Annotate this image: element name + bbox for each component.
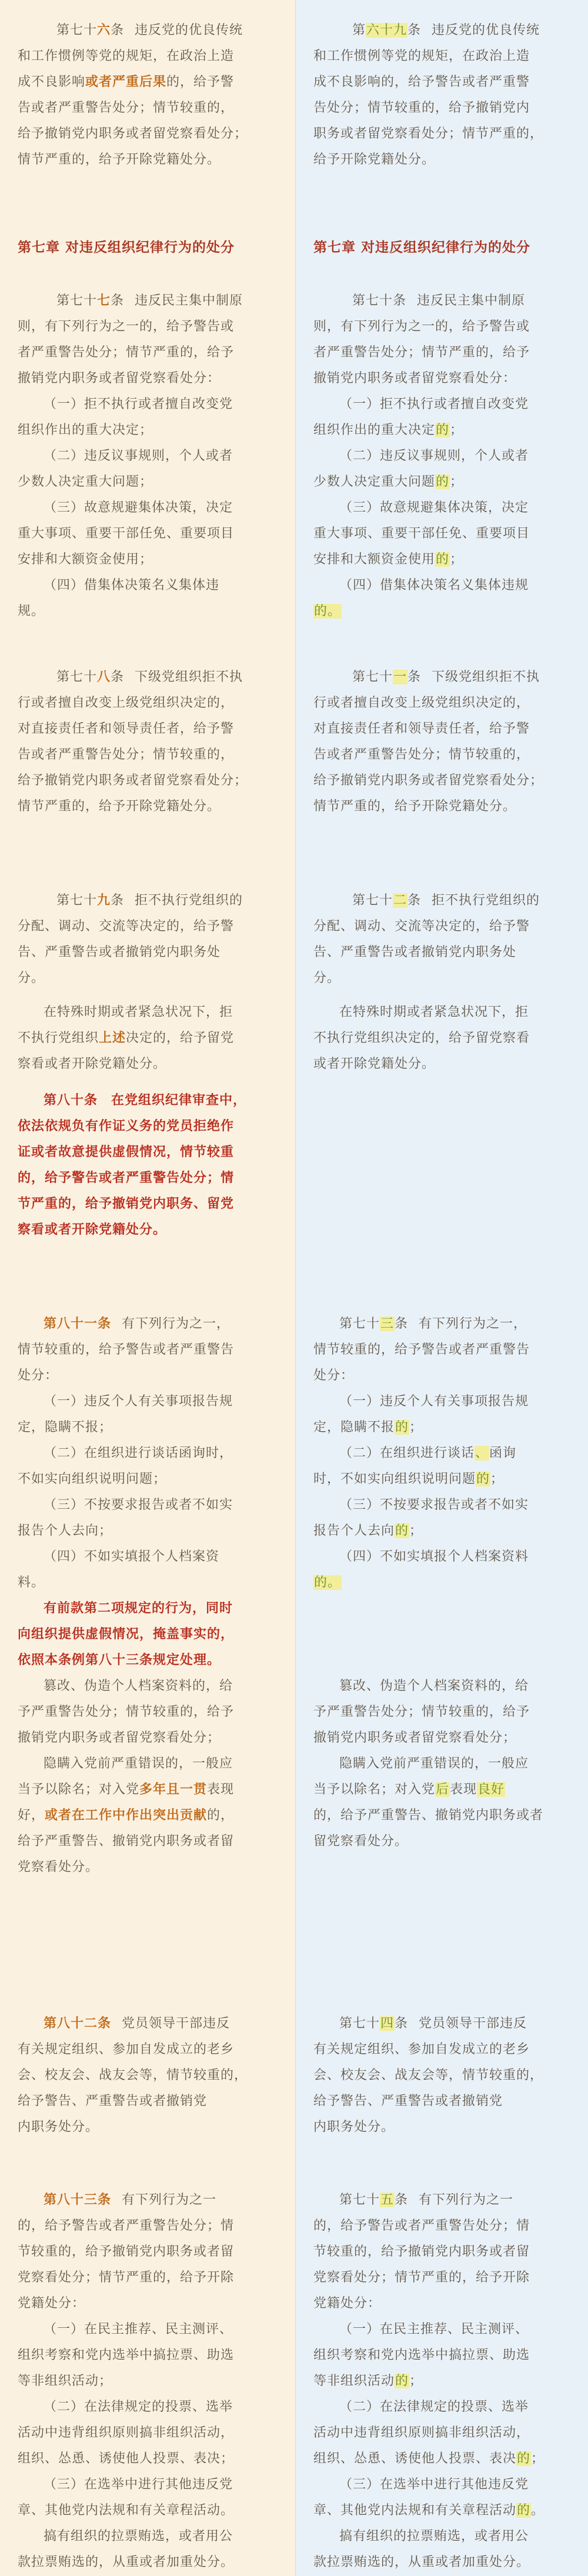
- new-version-column: [296, 0, 588, 2576]
- article-77: 第七十七条 违反民主集中制原 则，有下列行为之一的，给予警告或 者严重警告处分；情节严重的，给予 撤销党内职务或者留党察看处分： （一）拒不执行或者擅自改变党 组织作出的重大决定； （二）违反议事规则，个人或者 少数人决定重大问题； （三）故意规避集体决策，决定 重大事项、重要干部任免、重要项目 安排和大额资金使用； （四）借集体决策名义集体违 规。: [18, 293, 243, 619]
- article-83: 第八十三条 有下列行为之一 的，给予警告或者严重警告处分；情 节较重的，给予撤销党内职务或者留 党察看处分；情节严重的，给予开除 党籍处分： （一）在民主推荐、民主测评、 组织考察和党内选举中搞拉票、助选 等非组织活动； （二）在法律规定的投票、选举 活动中违背组织原则搞非组织活动， 组织、怂恿、诱使他人投票、表决； （三）在选举中进行其他违反党 章、其他党内法规和有关章程活动。 搞有组织的拉票贿选，或者用公 款拉票贿选的，从重或者加重处分。: [18, 2193, 235, 2570]
- article-73: 第七十三条 有下列行为之一， 情节较重的，给予警告或者严重警告 处分： （一）违反个人有关事项报告规 定，隐瞒不报的； （二）在组织进行谈话、函询 时，不如实向组织说明问题的； （三）不按要求报告或者不如实 报告个人去向的； （四）不如实填报个人档案资料 的。 篡改、伪造个人档案资料的，给 予严重警告处分；情节较重的，给予 撤销党内职务或者留党察看处分； 隐瞒入党前严重错误的，一般应 当予以除名；对入党后表现良好 的，给予严重警告、撤销党内职务或者 留党察看处分。: [313, 1317, 544, 1849]
- article-79: 第七十九条 拒不执行党组织的 分配、调动、交流等决定的，给予警 告、严重警告或者撤销党内职务处 分。 在特殊时期或者紧急状况下，拒 不执行党组织上述决定的，给予留党 察看或者开除党籍处分。: [18, 893, 243, 1071]
- article-76: 第七十六条 违反党的优良传统 和工作惯例等党的规矩，在政治上造 成不良影响或者严重后果的，给予警 告或者严重警告处分；情节较重的， 给予撤销党内职务或者留党察看处分； 情节严重的，给予开除党籍处分。: [18, 23, 248, 167]
- article-75: 第七十五条 有下列行为之一 的，给予警告或者严重警告处分；情 节较重的，给予撤销党内职务或者留 党察看处分；情节严重的，给予开除 党籍处分： （一）在民主推荐、民主测评、 组织考察和党内选举中搞拉票、助选 等非组织活动的； （二）在法律规定的投票、选举 活动中违背组织原则搞非组织活动， 组织、怂恿、诱使他人投票、表决的； （三）在选举中进行其他违反党 章、其他党内法规和有关章程活动的。 搞有组织的拉票贿选，或者用公 款拉票贿选的，从重或者加重处分。: [313, 2193, 545, 2570]
- article-70: 第七十条 违反民主集中制原 则，有下列行为之一的，给予警告或 者严重警告处分；情节严重的，给予 撤销党内职务或者留党察看处分： （一）拒不执行或者擅自改变党 组织作出的重大决定的； （二）违反议事规则，个人或者 少数人决定重大问题的； （三）故意规避集体决策，决定 重大事项、重要干部任免、重要项目 安排和大额资金使用的； （四）借集体决策名义集体违规 的。: [313, 293, 530, 619]
- chapter-title: 第七章 对违反组织纪律行为的处分: [18, 240, 235, 255]
- chapter-title: 第七章 对违反组织纪律行为的处分: [313, 240, 531, 255]
- article-72: 第七十二条 拒不执行党组织的 分配、调动、交流等决定的，给予警 告、严重警告或者撤销党内职务处 分。 在特殊时期或者紧急状况下，拒 不执行党组织决定的，给予留党察看 或者开除党籍处分。: [313, 893, 540, 1071]
- article-78: 第七十八条 下级党组织拒不执 行或者擅自改变上级党组织决定的， 对直接责任者和领导责任者，给予警 告或者严重警告处分；情节较重的， 给予撤销党内职务或者留党察看处分； 情节严重的，给予开除党籍处分。: [18, 670, 248, 814]
- article-74: 第七十四条 党员领导干部违反 有关规定组织、参加自发成立的老乡 会、校友会、战友会等，情节较重的， 给予警告、严重警告或者撤销党 内职务处分。: [313, 2016, 544, 2134]
- article-71: 第七十一条 下级党组织拒不执 行或者擅自改变上级党组织决定的， 对直接责任者和领导责任者，给予警 告或者严重警告处分；情节较重的， 给予撤销党内职务或者留党察看处分； 情节严重的，给予开除党籍处分。: [313, 670, 544, 814]
- article-80-new: 第八十条 在党组织纪律审查中， 依法依规负有作证义务的党员拒绝作 证或者故意提供虚假情况，情节较重 的，给予警告或者严重警告处分；情 节严重的，给予撤销党内职务、留党 察看或者开除党籍处分。: [18, 1093, 247, 1237]
- article-81: 第八十一条 有下列行为之一， 情节较重的，给予警告或者严重警告 处分： （一）违反个人有关事项报告规 定，隐瞒不报； （二）在组织进行谈话函询时， 不如实向组织说明问题； （三）不按要求报告或者不如实 报告个人去向； （四）不如实填报个人档案资 料。 有前款第二项规定的行为，同时 向组织提供虚假情况，掩盖事实的， 依照本条例第八十三条规定处理。 篡改、伪造个人档案资料的，给 予严重警告处分；情节较重的，给予 撤销党内职务或者留党察看处分； 隐瞒入党前严重错误的，一般应 当予以除名；对入党多年且一贯表现 好，或者在工作中作出突出贡献的， 给予严重警告、撤销党内职务或者留 党察看处分。: [18, 1317, 235, 1875]
- article-69: 第六十九条 违反党的优良传统 和工作惯例等党的规矩，在政治上造 成不良影响的，给予警告或者严重警 告处分；情节较重的，给予撤销党内 职务或者留党察看处分；情节严重的， 给予开除党籍处分。: [313, 23, 544, 167]
- article-82: 第八十二条 党员领导干部违反 有关规定组织、参加自发成立的老乡 会、校友会、战友会等，情节较重的， 给予警告、严重警告或者撤销党 内职务处分。: [18, 2016, 248, 2134]
